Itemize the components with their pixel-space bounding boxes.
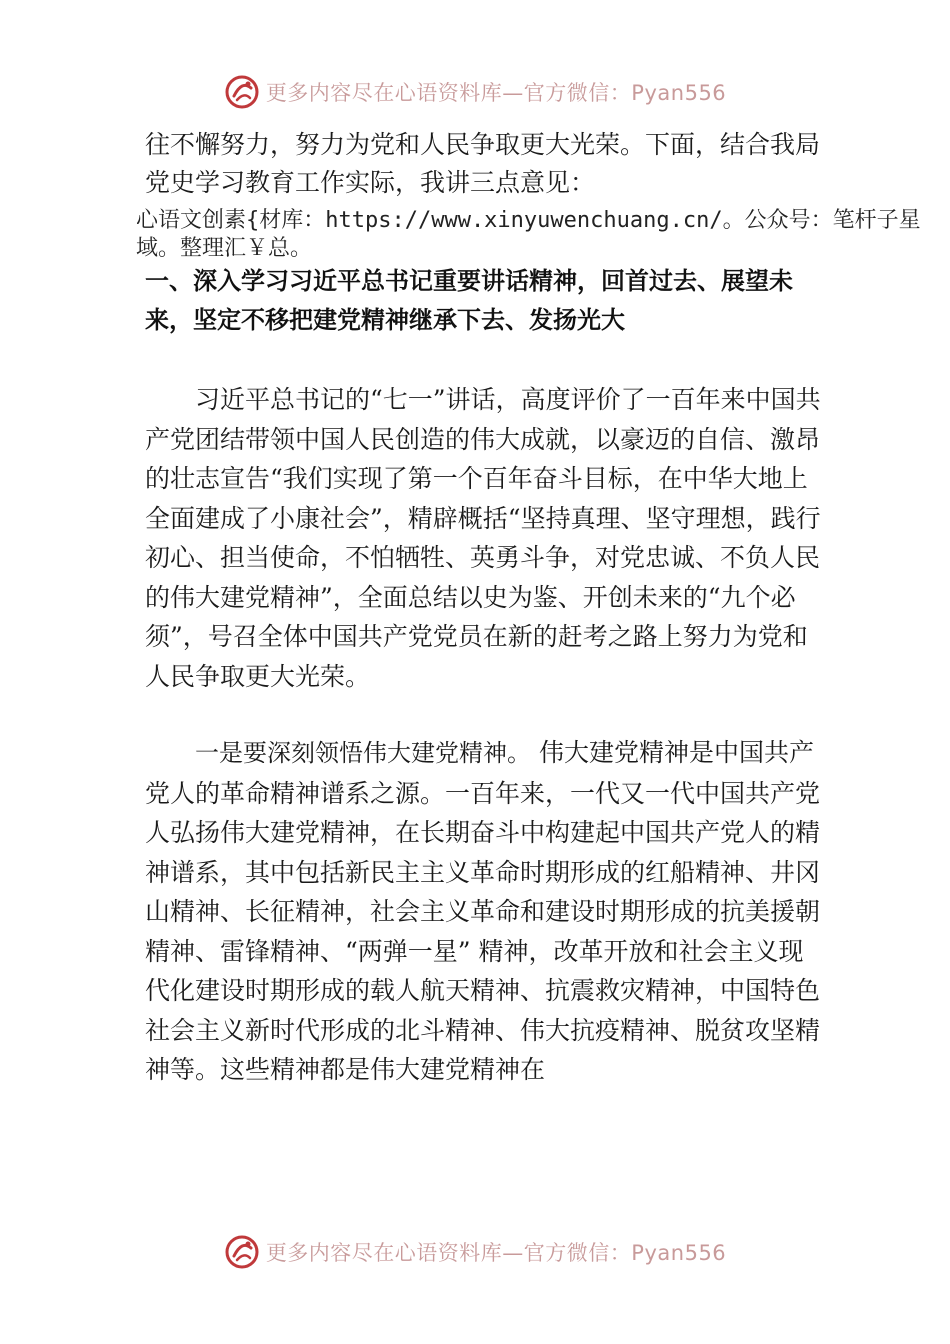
footer-banner [0,1230,950,1274]
paragraph-body: 伟大建党精神是中国共产党人的革命精神谱系之源。一百年来，一代又一代中国共产党人弘扬伟大建党精神，在长期奋斗中构建起中国共产党人的精神谱系，其中包括新民主主义革命时期形成的红船精神、井冈山精神、长征精神，社会主义革命和建设时期形成的抗美援朝精神、雷锋精神、“两弹一星” 精神，改革开放和社会主义现代化建设时期形成的载人航天精神、抗震救灾精神，中国特色社会主义新时代形成的北斗精神、伟大抗疫精神、脱贫攻坚精神等。这些精神都是伟大建党精神在 [145,738,821,1084]
intro-paragraph: 往不懈努力，努力为党和人民争取更大光荣。下面，结合我局党史学习教育工作实际，我讲三点意见： [145,130,821,197]
body-paragraph-2 [145,733,825,1090]
paragraph-lead: 一是要深刻领悟伟大建党精神。 [195,739,531,767]
promo-line: 心语文创素{材库：https://www.xinyuwenchuang.cn/。公众号：笔杆子星域。整理汇￥总。 [136,208,921,261]
red-circle-logo-icon [224,74,260,110]
banner-text: 更多内容尽在心语资料库—官方微信：Pyan556 [265,1241,727,1265]
body-paragraph-1: 习近平总书记的“七一”讲话，高度评价了一百年来中国共产党团结带领中国人民创造的伟大成就，以豪迈的自信、激昂的壮志宣告“我们实现了第一个百年奋斗目标，在中华大地上全面建成了小康社会”，精辟概括“坚持真理、坚守理想，践行初心、担当使命，不怕牺牲、英勇斗争，对党忠诚、不负人民的伟大建党精神”，全面总结以史为鉴、开创未来的“九个必须”，号召全体中国共产党党员在新的赶考之路上努力为党和人民争取更大光荣。 [145,385,821,691]
red-circle-logo-icon [224,1234,260,1270]
section-heading: 一、深入学习习近平总书记重要讲话精神，回首过去、展望未来，坚定不移把建党精神继承下去、发扬光大 [145,267,793,334]
header-banner [0,70,950,114]
banner-text: 更多内容尽在心语资料库—官方微信：Pyan556 [265,81,727,105]
